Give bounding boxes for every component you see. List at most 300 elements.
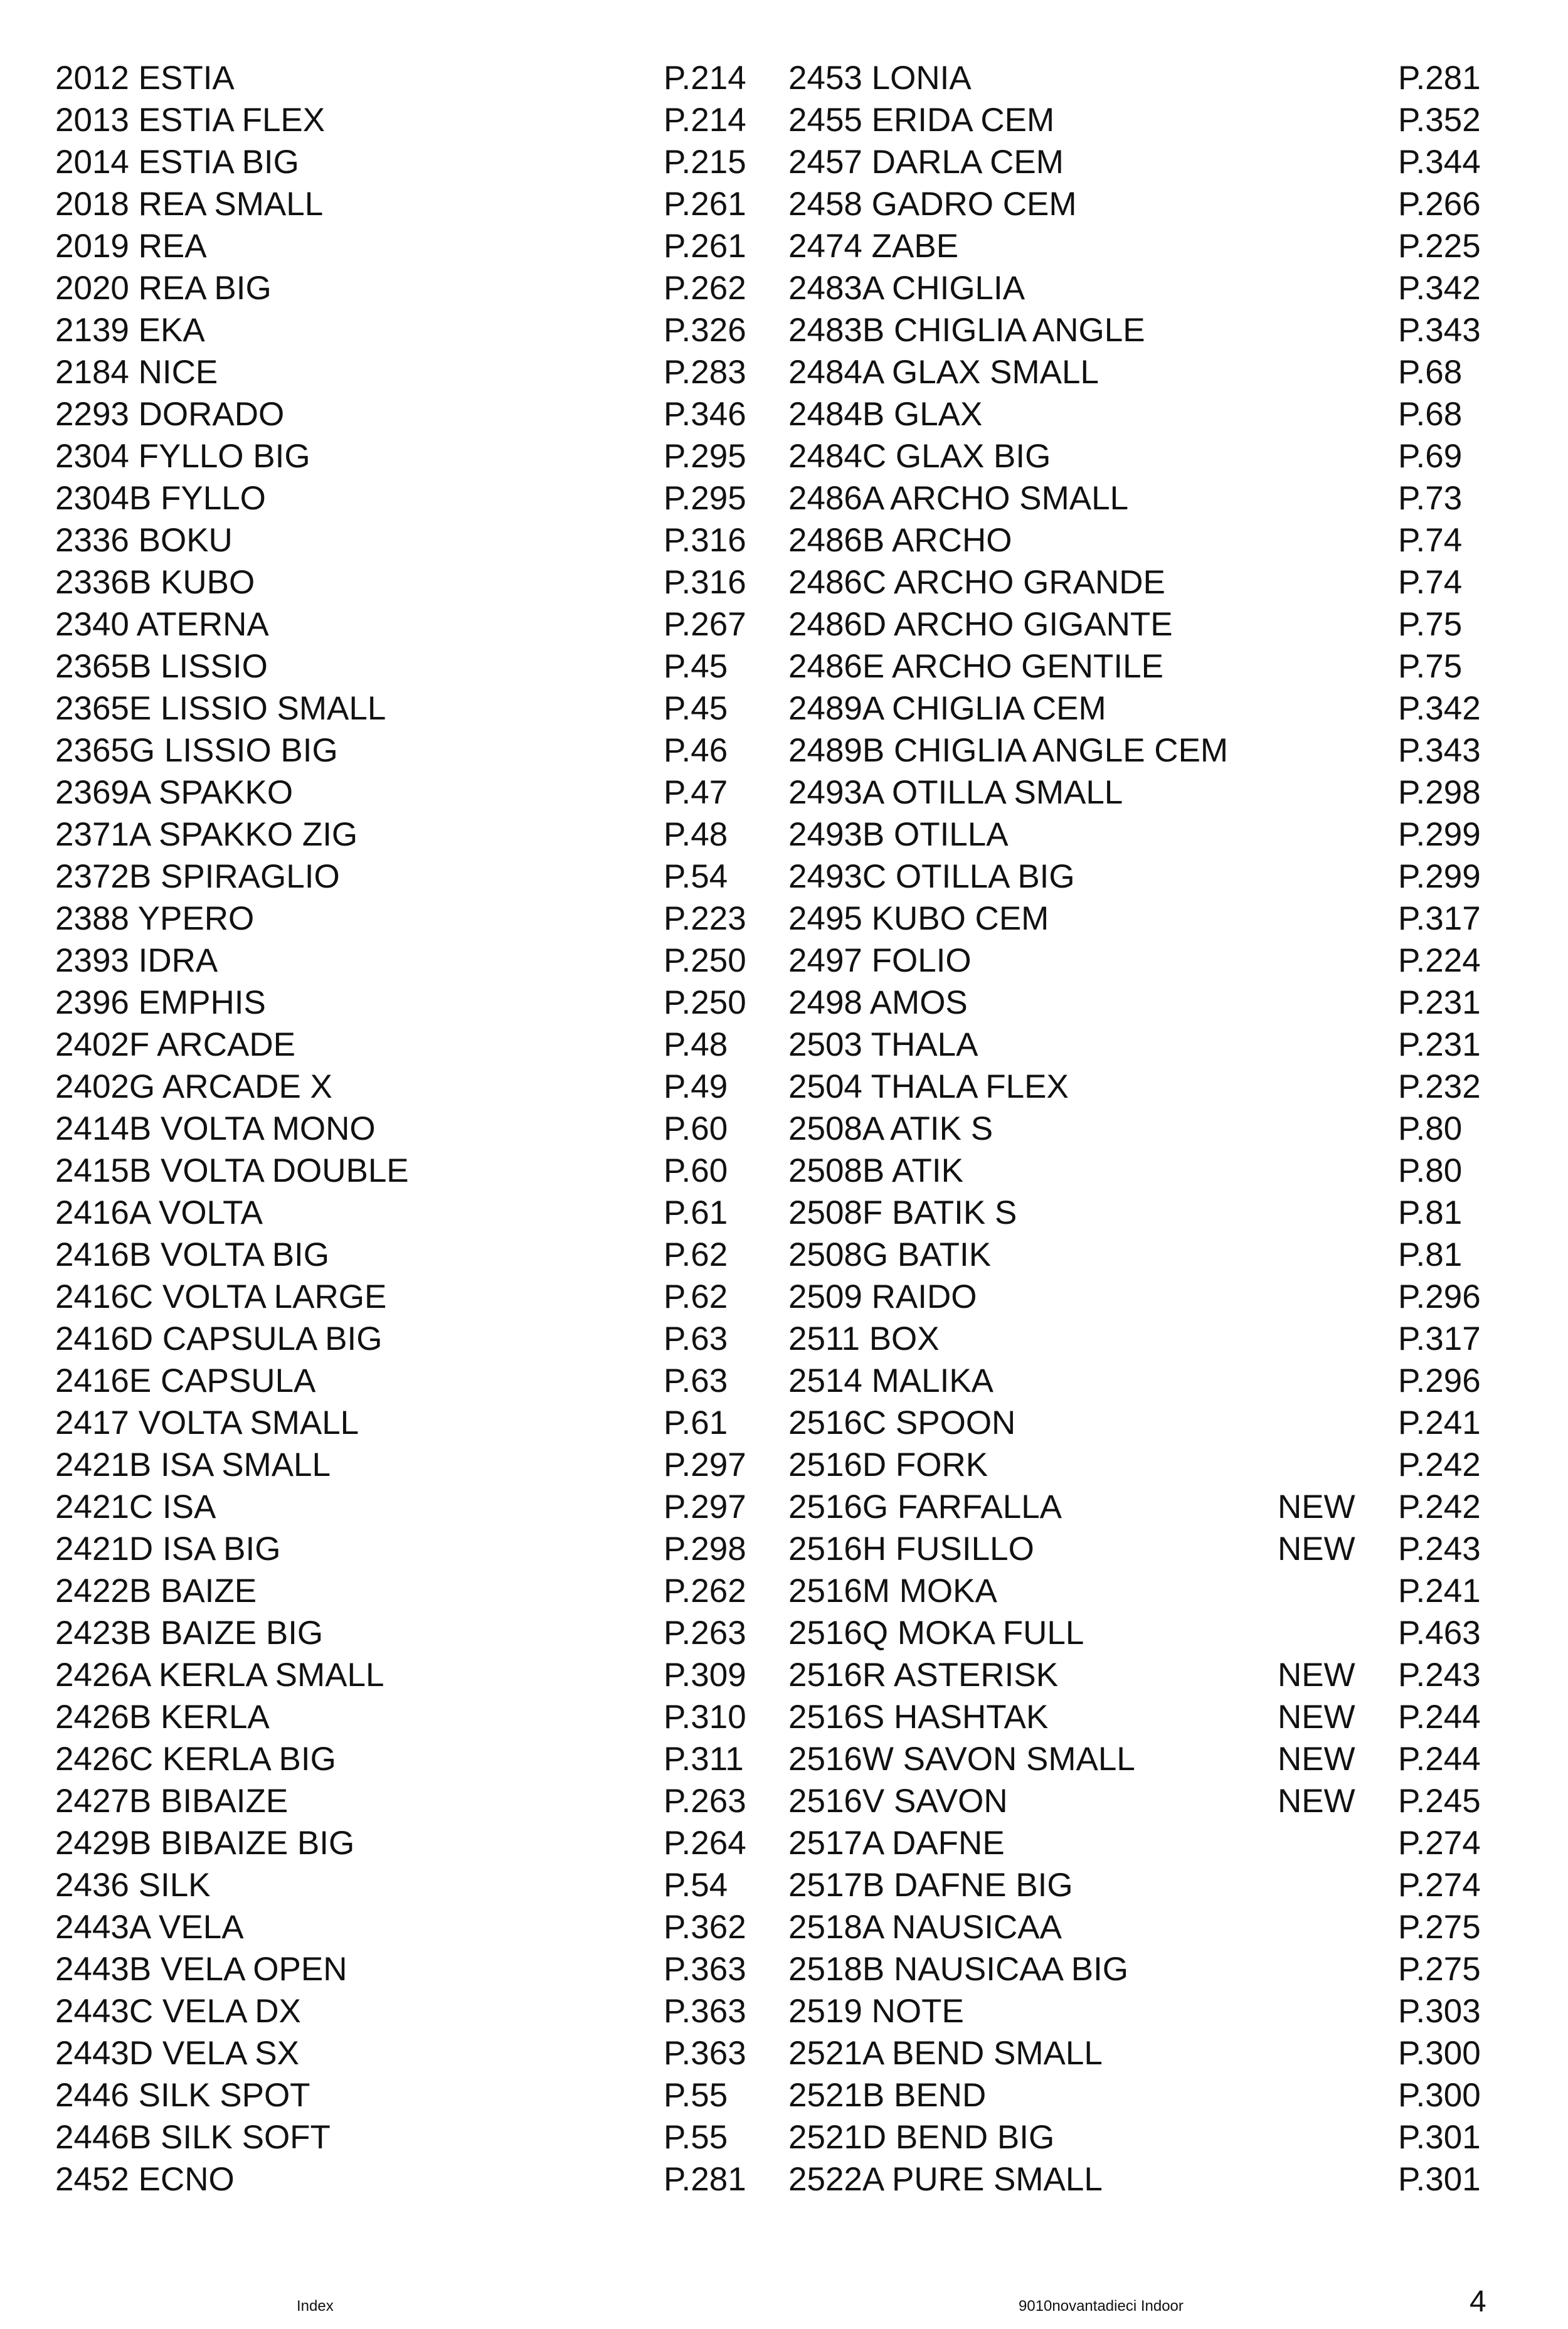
page-reference: P.344 bbox=[1398, 144, 1481, 181]
new-badge: NEW bbox=[1278, 1488, 1355, 1525]
index-entry bbox=[788, 2158, 1481, 2200]
index-entry bbox=[788, 183, 1481, 225]
page-reference: P.63 bbox=[664, 1362, 728, 1399]
index-entry bbox=[788, 1192, 1478, 1234]
page-reference: P.295 bbox=[664, 480, 746, 517]
page-reference: P.81 bbox=[1398, 1194, 1463, 1231]
index-entry bbox=[788, 1276, 1481, 1318]
index-entry bbox=[788, 772, 1481, 814]
page-reference: P.62 bbox=[664, 1236, 728, 1273]
page-reference: P.244 bbox=[1398, 1699, 1481, 1736]
page-reference: P.81 bbox=[1398, 1236, 1463, 1273]
index-entry bbox=[55, 1570, 745, 1612]
product-name: 2498 AMOS bbox=[788, 984, 968, 1021]
product-name: 2519 NOTE bbox=[788, 1993, 964, 2030]
page-reference: P.298 bbox=[664, 1531, 746, 1568]
page-reference: P.48 bbox=[664, 816, 728, 853]
product-name: 2371A SPAKKO ZIG bbox=[55, 816, 358, 853]
page-reference: P.262 bbox=[664, 1573, 746, 1610]
index-entry bbox=[788, 814, 1481, 856]
footer-catalog-title: 9010novantadieci Indoor bbox=[1019, 2298, 1184, 2315]
product-name: 2489A CHIGLIA CEM bbox=[788, 690, 1106, 727]
product-name: 2012 ESTIA bbox=[55, 60, 235, 97]
product-name: 2486C ARCHO GRANDE bbox=[788, 564, 1165, 601]
index-entry bbox=[55, 1990, 745, 2032]
product-name: 2436 SILK bbox=[55, 1867, 211, 1904]
product-name: 2139 EKA bbox=[55, 312, 205, 349]
page-reference: P.242 bbox=[1398, 1446, 1481, 1483]
index-entry bbox=[788, 1486, 1481, 1528]
index-entry bbox=[55, 814, 745, 856]
page-reference: P.214 bbox=[664, 60, 746, 97]
index-entry bbox=[55, 729, 745, 772]
index-entry bbox=[55, 1696, 745, 1738]
index-entry bbox=[788, 1444, 1481, 1486]
page-reference: P.74 bbox=[1398, 564, 1463, 601]
index-entry bbox=[55, 519, 745, 561]
product-name: 2516D FORK bbox=[788, 1446, 988, 1483]
page-reference: P.346 bbox=[664, 396, 746, 433]
index-column-left bbox=[55, 57, 745, 2200]
index-entry bbox=[55, 309, 745, 351]
page-reference: P.225 bbox=[1398, 228, 1481, 265]
index-entry bbox=[788, 1738, 1481, 1780]
index-entry bbox=[55, 1108, 745, 1150]
page-reference: P.296 bbox=[1398, 1278, 1481, 1315]
page-reference: P.266 bbox=[1398, 186, 1481, 223]
footer-section-label: Index bbox=[297, 2298, 334, 2315]
product-name: 2421C ISA bbox=[55, 1488, 216, 1525]
product-name: 2388 YPERO bbox=[55, 900, 255, 937]
product-name: 2414B VOLTA MONO bbox=[55, 1110, 376, 1147]
index-entry bbox=[55, 1024, 745, 1066]
page-reference: P.281 bbox=[1398, 60, 1481, 97]
page-reference: P.297 bbox=[664, 1488, 746, 1525]
page-reference: P.250 bbox=[664, 942, 746, 979]
index-entry bbox=[55, 1654, 745, 1696]
index-entry bbox=[55, 57, 745, 99]
index-entry bbox=[55, 561, 745, 603]
index-entry bbox=[55, 267, 745, 309]
index-entry bbox=[55, 1318, 745, 1360]
product-name: 2514 MALIKA bbox=[788, 1362, 994, 1399]
new-badge: NEW bbox=[1278, 1741, 1355, 1778]
product-name: 2503 THALA bbox=[788, 1026, 978, 1063]
product-name: 2446B SILK SOFT bbox=[55, 2119, 331, 2156]
product-name: 2517B DAFNE BIG bbox=[788, 1867, 1073, 1904]
page-reference: P.55 bbox=[664, 2119, 728, 2156]
product-name: 2483A CHIGLIA bbox=[788, 270, 1025, 307]
index-entry bbox=[55, 1402, 745, 1444]
page-reference: P.261 bbox=[664, 228, 746, 265]
index-entry bbox=[788, 898, 1481, 940]
index-entry bbox=[788, 309, 1481, 351]
index-entry bbox=[788, 1108, 1478, 1150]
index-entry bbox=[788, 1948, 1481, 1990]
page-reference: P.61 bbox=[664, 1194, 728, 1231]
index-entry bbox=[55, 1822, 745, 1864]
product-name: 2423B BAIZE BIG bbox=[55, 1615, 324, 1652]
product-name: 2443B VELA OPEN bbox=[55, 1951, 347, 1988]
page-reference: P.301 bbox=[1398, 2161, 1481, 2198]
product-name: 2495 KUBO CEM bbox=[788, 900, 1049, 937]
product-name: 2521B BEND bbox=[788, 2077, 987, 2114]
index-entry bbox=[788, 99, 1481, 141]
product-name: 2369A SPAKKO bbox=[55, 774, 294, 811]
product-name: 2486B ARCHO bbox=[788, 522, 1012, 559]
product-name: 2516V SAVON bbox=[788, 1783, 1008, 1820]
page-reference: P.243 bbox=[1398, 1657, 1481, 1694]
page-reference: P.299 bbox=[1398, 816, 1481, 853]
product-name: 2516M MOKA bbox=[788, 1573, 997, 1610]
page-reference: P.352 bbox=[1398, 102, 1481, 139]
index-entry bbox=[55, 603, 745, 645]
page-reference: P.245 bbox=[1398, 1783, 1481, 1820]
page-reference: P.63 bbox=[664, 1320, 728, 1357]
page-reference: P.343 bbox=[1398, 732, 1481, 769]
product-name: 2336B KUBO bbox=[55, 564, 255, 601]
index-entry bbox=[55, 1612, 745, 1654]
page-reference: P.275 bbox=[1398, 1951, 1481, 1988]
page-reference: P.45 bbox=[664, 648, 728, 685]
index-entry bbox=[55, 940, 745, 982]
page-reference: P.274 bbox=[1398, 1867, 1481, 1904]
product-name: 2184 NICE bbox=[55, 354, 218, 391]
product-name: 2293 DORADO bbox=[55, 396, 285, 433]
page-reference: P.363 bbox=[664, 1951, 746, 1988]
page-reference: P.262 bbox=[664, 270, 746, 307]
page-reference: P.298 bbox=[1398, 774, 1481, 811]
index-entry bbox=[55, 982, 745, 1024]
page-reference: P.54 bbox=[664, 858, 728, 895]
product-name: 2509 RAIDO bbox=[788, 1278, 977, 1315]
page-reference: P.363 bbox=[664, 1993, 746, 2030]
product-name: 2458 GADRO CEM bbox=[788, 186, 1077, 223]
page-reference: P.74 bbox=[1398, 522, 1463, 559]
index-entry bbox=[55, 1066, 745, 1108]
page-reference: P.343 bbox=[1398, 312, 1481, 349]
index-entry bbox=[55, 1864, 745, 1906]
index-entry bbox=[55, 183, 745, 225]
product-name: 2455 ERIDA CEM bbox=[788, 102, 1055, 139]
page-reference: P.231 bbox=[1398, 984, 1481, 1021]
page-reference: P.242 bbox=[1398, 1488, 1481, 1525]
index-entry bbox=[788, 1612, 1481, 1654]
index-entry bbox=[55, 1276, 745, 1318]
product-name: 2429B BIBAIZE BIG bbox=[55, 1825, 355, 1862]
index-entry bbox=[788, 1402, 1481, 1444]
index-entry bbox=[788, 603, 1478, 645]
index-entry bbox=[788, 1990, 1481, 2032]
product-name: 2483B CHIGLIA ANGLE bbox=[788, 312, 1145, 349]
product-name: 2421D ISA BIG bbox=[55, 1531, 281, 1568]
page-reference: P.264 bbox=[664, 1825, 746, 1862]
product-name: 2020 REA BIG bbox=[55, 270, 272, 307]
index-entry bbox=[55, 1234, 745, 1276]
index-entry bbox=[55, 1444, 745, 1486]
product-name: 2427B BIBAIZE bbox=[55, 1783, 289, 1820]
page-reference: P.261 bbox=[664, 186, 746, 223]
product-name: 2486A ARCHO SMALL bbox=[788, 480, 1129, 517]
product-name: 2484A GLAX SMALL bbox=[788, 354, 1099, 391]
footer-page-number: 4 bbox=[1470, 2285, 1486, 2318]
index-entry bbox=[788, 141, 1481, 183]
page-reference: P.275 bbox=[1398, 1909, 1481, 1946]
index-entry bbox=[788, 1528, 1481, 1570]
page-reference: P.214 bbox=[664, 102, 746, 139]
product-name: 2516G FARFALLA bbox=[788, 1488, 1062, 1525]
page-reference: P.274 bbox=[1398, 1825, 1481, 1862]
index-entry bbox=[788, 982, 1481, 1024]
product-name: 2402F ARCADE bbox=[55, 1026, 295, 1063]
index-entry bbox=[55, 393, 745, 435]
product-name: 2421B ISA SMALL bbox=[55, 1446, 331, 1483]
index-entry bbox=[788, 2032, 1481, 2074]
page-reference: P.342 bbox=[1398, 690, 1481, 727]
index-entry bbox=[55, 1150, 745, 1192]
product-name: 2014 ESTIA BIG bbox=[55, 144, 299, 181]
product-name: 2521A BEND SMALL bbox=[788, 2035, 1103, 2072]
product-name: 2489B CHIGLIA ANGLE CEM bbox=[788, 732, 1229, 769]
index-entry bbox=[788, 225, 1481, 267]
page-reference: P.281 bbox=[664, 2161, 746, 2198]
product-name: 2396 EMPHIS bbox=[55, 984, 266, 1021]
product-name: 2013 ESTIA FLEX bbox=[55, 102, 326, 139]
page-reference: P.311 bbox=[664, 1741, 744, 1778]
index-entry bbox=[788, 393, 1478, 435]
page-reference: P.317 bbox=[1398, 1320, 1481, 1357]
product-name: 2340 ATERNA bbox=[55, 606, 269, 643]
product-name: 2446 SILK SPOT bbox=[55, 2077, 310, 2114]
page-reference: P.60 bbox=[664, 1152, 728, 1189]
product-name: 2426B KERLA bbox=[55, 1699, 270, 1736]
index-entry bbox=[55, 687, 745, 729]
page-reference: P.300 bbox=[1398, 2035, 1481, 2072]
page-reference: P.263 bbox=[664, 1615, 746, 1652]
index-entry bbox=[788, 57, 1481, 99]
product-name: 2516S HASHTAK bbox=[788, 1699, 1049, 1736]
index-entry bbox=[55, 1738, 745, 1780]
page-reference: P.46 bbox=[664, 732, 728, 769]
index-entry bbox=[788, 2074, 1481, 2116]
index-entry bbox=[55, 2158, 745, 2200]
page-reference: P.363 bbox=[664, 2035, 746, 2072]
page-reference: P.342 bbox=[1398, 270, 1481, 307]
product-name: 2422B BAIZE bbox=[55, 1573, 257, 1610]
product-name: 2457 DARLA CEM bbox=[788, 144, 1064, 181]
page-reference: P.283 bbox=[664, 354, 746, 391]
index-entry bbox=[788, 940, 1481, 982]
page-reference: P.241 bbox=[1398, 1404, 1481, 1441]
index-entry bbox=[788, 687, 1481, 729]
page-reference: P.326 bbox=[664, 312, 746, 349]
product-name: 2516W SAVON SMALL bbox=[788, 1741, 1135, 1778]
product-name: 2508B ATIK bbox=[788, 1152, 963, 1189]
index-entry bbox=[788, 729, 1481, 772]
index-entry bbox=[788, 1906, 1481, 1948]
index-entry bbox=[55, 141, 745, 183]
page-reference: P.263 bbox=[664, 1783, 746, 1820]
page-reference: P.69 bbox=[1398, 438, 1463, 475]
page-reference: P.267 bbox=[664, 606, 746, 643]
page-reference: P.362 bbox=[664, 1909, 746, 1946]
product-name: 2522A PURE SMALL bbox=[788, 2161, 1103, 2198]
product-name: 2372B SPIRAGLIO bbox=[55, 858, 340, 895]
index-entry bbox=[788, 1234, 1478, 1276]
page-reference: P.316 bbox=[664, 522, 746, 559]
product-name: 2486E ARCHO GENTILE bbox=[788, 648, 1163, 685]
product-name: 2493C OTILLA BIG bbox=[788, 858, 1075, 895]
index-entry bbox=[55, 1360, 745, 1402]
index-entry bbox=[55, 1486, 745, 1528]
index-entry bbox=[55, 1192, 745, 1234]
page-reference: P.68 bbox=[1398, 396, 1463, 433]
page-reference: P.301 bbox=[1398, 2119, 1481, 2156]
index-entry bbox=[55, 2074, 745, 2116]
page-reference: P.80 bbox=[1398, 1110, 1463, 1147]
new-badge: NEW bbox=[1278, 1657, 1355, 1694]
page-reference: P.75 bbox=[1398, 648, 1463, 685]
product-name: 2443A VELA bbox=[55, 1909, 244, 1946]
product-name: 2508F BATIK S bbox=[788, 1194, 1017, 1231]
page-reference: P.297 bbox=[664, 1446, 746, 1483]
index-entry bbox=[55, 99, 745, 141]
page-reference: P.48 bbox=[664, 1026, 728, 1063]
product-name: 2304B FYLLO bbox=[55, 480, 266, 517]
product-name: 2416B VOLTA BIG bbox=[55, 1236, 329, 1273]
page-reference: P.47 bbox=[664, 774, 728, 811]
index-entry bbox=[55, 898, 745, 940]
product-name: 2452 ECNO bbox=[55, 2161, 235, 2198]
index-entry bbox=[788, 1066, 1481, 1108]
index-entry bbox=[55, 2116, 745, 2158]
page-reference: P.299 bbox=[1398, 858, 1481, 895]
product-name: 2517A DAFNE bbox=[788, 1825, 1005, 1862]
product-name: 2019 REA bbox=[55, 228, 207, 265]
new-badge: NEW bbox=[1278, 1531, 1355, 1568]
product-name: 2493A OTILLA SMALL bbox=[788, 774, 1123, 811]
index-entry bbox=[788, 1864, 1481, 1906]
index-entry bbox=[55, 1528, 745, 1570]
page-reference: P.60 bbox=[664, 1110, 728, 1147]
product-name: 2484B GLAX bbox=[788, 396, 983, 433]
index-entry bbox=[55, 1948, 745, 1990]
product-name: 2443D VELA SX bbox=[55, 2035, 299, 2072]
product-name: 2018 REA SMALL bbox=[55, 186, 324, 223]
product-name: 2416D CAPSULA BIG bbox=[55, 1320, 383, 1357]
page-reference: P.310 bbox=[664, 1699, 746, 1736]
index-entry bbox=[788, 1570, 1481, 1612]
page-reference: P.45 bbox=[664, 690, 728, 727]
index-entry bbox=[55, 225, 745, 267]
index-entry bbox=[55, 1780, 745, 1822]
index-entry bbox=[55, 435, 745, 477]
page-reference: P.309 bbox=[664, 1657, 746, 1694]
product-name: 2511 BOX bbox=[788, 1320, 940, 1357]
product-name: 2304 FYLLO BIG bbox=[55, 438, 310, 475]
index-entry bbox=[55, 2032, 745, 2074]
page-reference: P.75 bbox=[1398, 606, 1463, 643]
index-entry bbox=[788, 351, 1478, 393]
new-badge: NEW bbox=[1278, 1783, 1355, 1820]
index-entry bbox=[788, 645, 1478, 687]
page-reference: P.68 bbox=[1398, 354, 1463, 391]
page-reference: P.463 bbox=[1398, 1615, 1481, 1652]
product-name: 2508G BATIK bbox=[788, 1236, 992, 1273]
product-name: 2521D BEND BIG bbox=[788, 2119, 1055, 2156]
product-name: 2493B OTILLA bbox=[788, 816, 1009, 853]
index-entry bbox=[788, 519, 1478, 561]
page-reference: P.303 bbox=[1398, 1993, 1481, 2030]
index-entry bbox=[788, 1024, 1481, 1066]
product-name: 2402G ARCADE X bbox=[55, 1068, 332, 1105]
product-name: 2336 BOKU bbox=[55, 522, 233, 559]
product-name: 2443C VELA DX bbox=[55, 1993, 301, 2030]
page-reference: P.215 bbox=[664, 144, 746, 181]
index-entry bbox=[55, 1906, 745, 1948]
product-name: 2486D ARCHO GIGANTE bbox=[788, 606, 1173, 643]
product-name: 2417 VOLTA SMALL bbox=[55, 1404, 359, 1441]
product-name: 2365E LISSIO SMALL bbox=[55, 690, 386, 727]
product-name: 2508A ATIK S bbox=[788, 1110, 993, 1147]
index-entry bbox=[788, 1822, 1481, 1864]
page-reference: P.250 bbox=[664, 984, 746, 1021]
page-reference: P.231 bbox=[1398, 1026, 1481, 1063]
page-reference: P.223 bbox=[664, 900, 746, 937]
page-reference: P.241 bbox=[1398, 1573, 1481, 1610]
index-entry bbox=[788, 477, 1478, 519]
index-entry bbox=[788, 2116, 1481, 2158]
product-name: 2426C KERLA BIG bbox=[55, 1741, 336, 1778]
page-reference: P.61 bbox=[664, 1404, 728, 1441]
product-name: 2516C SPOON bbox=[788, 1404, 1016, 1441]
index-entry bbox=[55, 772, 745, 814]
page-reference: P.317 bbox=[1398, 900, 1481, 937]
page-reference: P.54 bbox=[664, 1867, 728, 1904]
page-reference: P.243 bbox=[1398, 1531, 1481, 1568]
product-name: 2416E CAPSULA bbox=[55, 1362, 316, 1399]
index-entry bbox=[788, 1360, 1481, 1402]
index-entry bbox=[788, 267, 1481, 309]
product-name: 2484C GLAX BIG bbox=[788, 438, 1051, 475]
product-name: 2474 ZABE bbox=[788, 228, 959, 265]
index-entry bbox=[788, 1696, 1481, 1738]
index-entry bbox=[788, 1318, 1481, 1360]
page-reference: P.244 bbox=[1398, 1741, 1481, 1778]
product-name: 2415B VOLTA DOUBLE bbox=[55, 1152, 409, 1189]
page-reference: P.232 bbox=[1398, 1068, 1481, 1105]
index-entry bbox=[788, 1654, 1481, 1696]
page-reference: P.296 bbox=[1398, 1362, 1481, 1399]
product-name: 2518B NAUSICAA BIG bbox=[788, 1951, 1129, 1988]
index-entry bbox=[55, 477, 745, 519]
page-reference: P.62 bbox=[664, 1278, 728, 1315]
page-reference: P.295 bbox=[664, 438, 746, 475]
index-entry bbox=[55, 856, 745, 898]
page-reference: P.49 bbox=[664, 1068, 728, 1105]
new-badge: NEW bbox=[1278, 1699, 1355, 1736]
index-entry bbox=[788, 561, 1478, 603]
page-reference: P.55 bbox=[664, 2077, 728, 2114]
product-name: 2393 IDRA bbox=[55, 942, 218, 979]
product-name: 2453 LONIA bbox=[788, 60, 972, 97]
index-entry bbox=[788, 856, 1481, 898]
index-entry bbox=[55, 645, 745, 687]
product-name: 2365G LISSIO BIG bbox=[55, 732, 338, 769]
page-reference: P.224 bbox=[1398, 942, 1481, 979]
product-name: 2516R ASTERISK bbox=[788, 1657, 1059, 1694]
index-entry bbox=[788, 435, 1478, 477]
